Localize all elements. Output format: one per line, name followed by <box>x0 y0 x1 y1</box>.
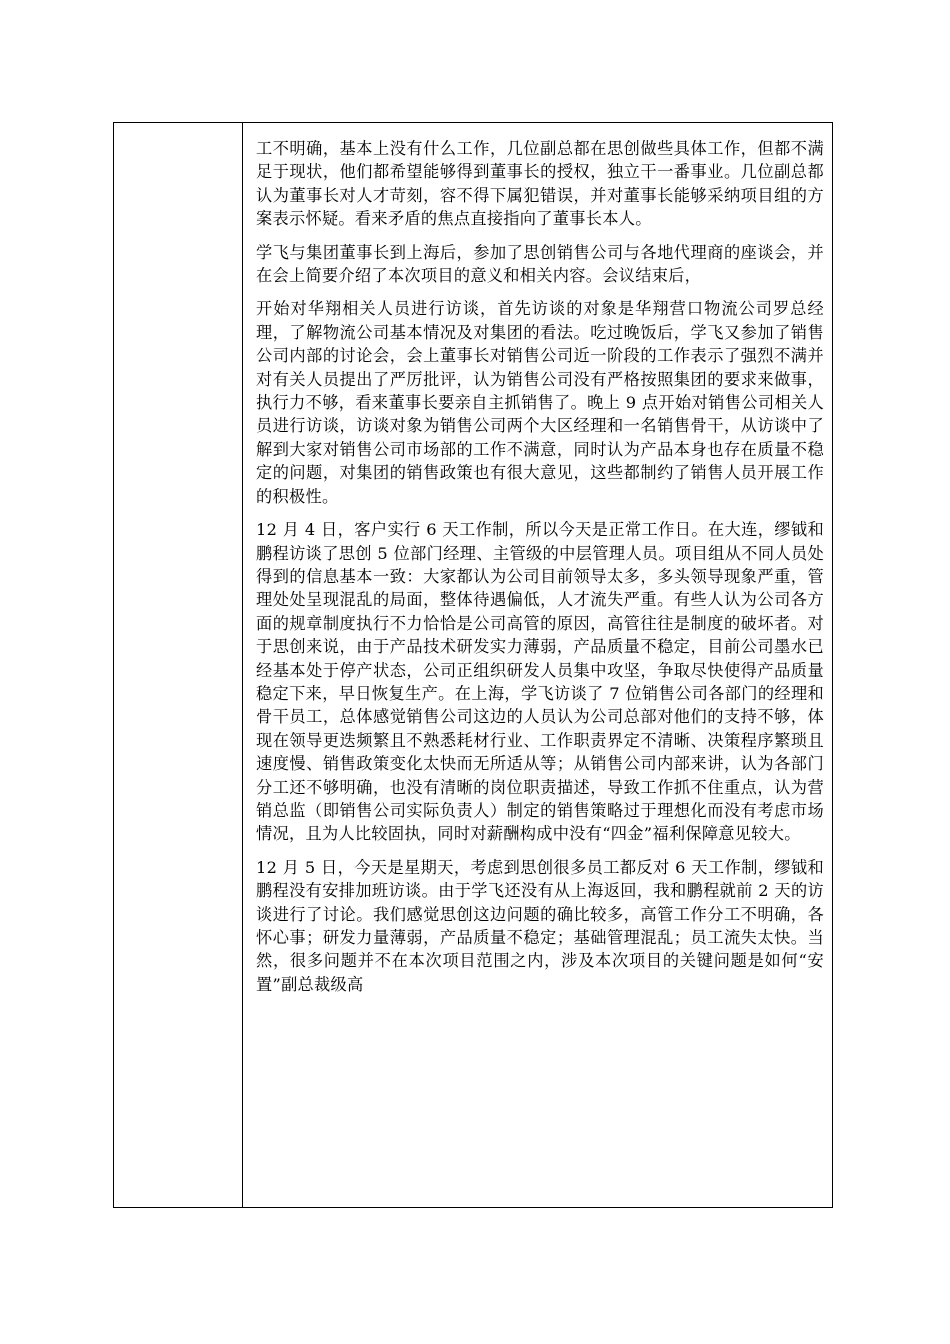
paragraph-1: 工不明确，基本上没有什么工作，几位副总都在思创做些具体工作，但都不满足于现状，他们都希望能够得到董事长的授权，独立干一番事业。几位副总都认为董事长对人才苛刻，容不得下属犯错误，并对董事长能够采纳项目组的方案表示怀疑。看来矛盾的焦点直接指向了董事长本人。 <box>256 139 824 229</box>
paragraph-3: 开始对华翔相关人员进行访谈，首先访谈的对象是华翔营口物流公司罗总经理，了解物流公司基本情况及对集团的看法。吃过晚饭后，学飞又参加了销售公司内部的讨论会，会上董事长对销售公司近一阶段的工作表示了强烈不满并对有关人员提出了严厉批评，认为销售公司没有严格按照集团的要求来做事，执行力不够，看来董事长要亲自主抓销售了。晚上 9 点开始对销售公司相关人员进行访谈，访谈对象为销售公司两个大区经理和一名销售骨干，从访谈中了解到大家对销售公司市场部的工作不满意，同时认为产品本身也存在质量不稳定的问题，对集团的销售政策也有很大意见，这些都制约了销售人员开展工作的积极性。 <box>256 299 824 506</box>
paragraph-5: 12 月 5 日，今天是星期天，考虑到思创很多员工都反对 6 天工作制，缪钺和鹏程没有安排加班访谈。由于学飞还没有从上海返回，我和鹏程就前 2 天的访谈进行了讨论。我们感觉思创这边问题的确比较多，高管工作分工不明确，各怀心事；研发力量薄弱，产品质量不稳定；基础管理混乱；员工流失太快。当然，很多问题并不在本次项目范围之内，涉及本次项目的关键问题是如何“安置”副总裁级高 <box>256 857 824 994</box>
paragraph-2: 学飞与集团董事长到上海后，参加了思创销售公司与各地代理商的座谈会，并在会上简要介绍了本次项目的意义和相关内容。会议结束后， <box>256 242 824 286</box>
table-content-cell <box>243 123 832 1207</box>
document-table <box>113 122 833 1208</box>
paragraph-4: 12 月 4 日，客户实行 6 天工作制，所以今天是正常工作日。在大连，缪钺和鹏程访谈了思创 5 位部门经理、主管级的中层管理人员。项目组从不同人员处得到的信息基本一致：大家都认为公司目前领导太多，多头领导现象严重，管理处处呈现混乱的局面，整体待遇偏低，人才流失严重。有些人认为公司各方面的规章制度执行不力恰恰是公司高管的原因，高管往往是制度的破坏者。对于思创来说，由于产品技术研发实力薄弱，产品质量不稳定，目前公司墨水已经基本处于停产状态，公司正组织研发人员集中攻坚，争取尽快使得产品质量稳定下来，早日恢复生产。在上海，学飞访谈了 7 位销售公司各部门的经理和骨干员工，总体感觉销售公司这边的人员认为公司总部对他们的支持不够，体现在领导更迭频繁且不熟悉耗材行业、工作职责界定不清晰、决策程序繁琐且速度慢、销售政策变化太快而无所适从等；从销售公司内部来讲，认为各部门分工还不够明确，也没有清晰的岗位职责描述，导致工作抓不住重点，认为营销总监（即销售公司实际负责人）制定的销售策略过于理想化而没有考虑市场情况，且为人比较固执，同时对薪酬构成中没有“四金”福利保障意见较大。 <box>256 520 824 844</box>
table-label-cell <box>114 123 243 1207</box>
